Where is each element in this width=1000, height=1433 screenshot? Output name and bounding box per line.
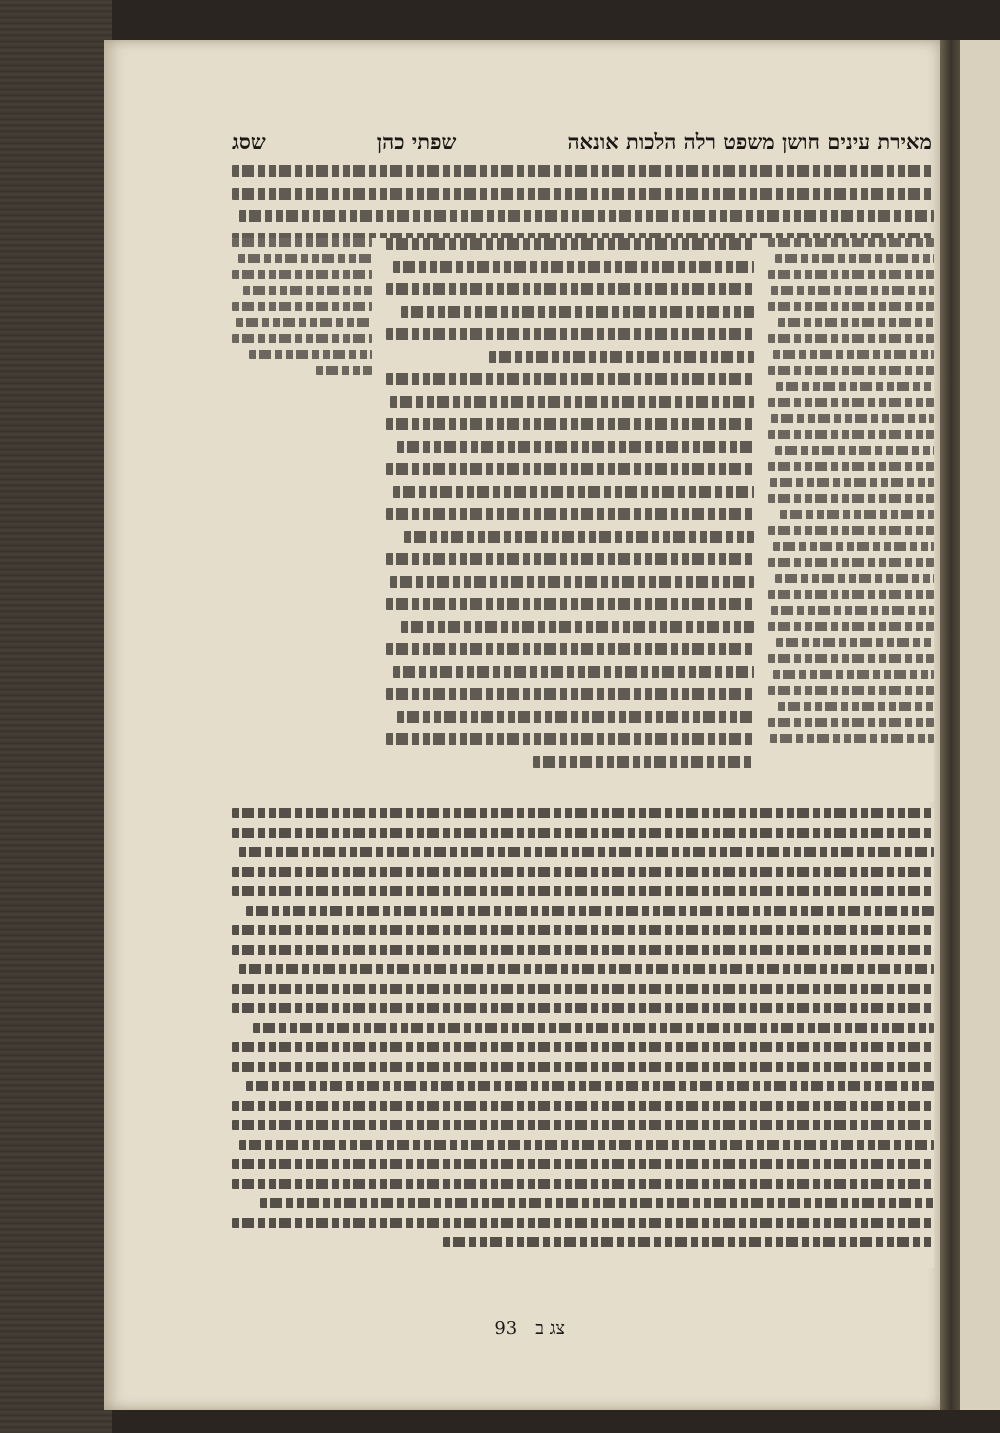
lower-commentary-block	[232, 808, 934, 1268]
left-gloss-column	[232, 238, 372, 802]
page-gutter	[940, 40, 962, 1410]
running-header	[232, 126, 932, 158]
book-cover-edge	[0, 0, 112, 1433]
header-title: מאירת עינים חושן משפט רלה הלכות אונאה	[567, 129, 932, 154]
three-column-section	[232, 238, 934, 802]
header-page-mark: שסג	[232, 129, 266, 154]
main-text-column	[386, 238, 754, 802]
adjacent-page-edge	[960, 40, 1000, 1410]
header-commentary: שפתי כהן	[376, 129, 457, 154]
page-footer	[245, 1313, 565, 1343]
folio-number: 93	[494, 1317, 518, 1339]
signature-mark: צג ב	[535, 1317, 565, 1339]
right-commentary-column	[768, 238, 934, 802]
